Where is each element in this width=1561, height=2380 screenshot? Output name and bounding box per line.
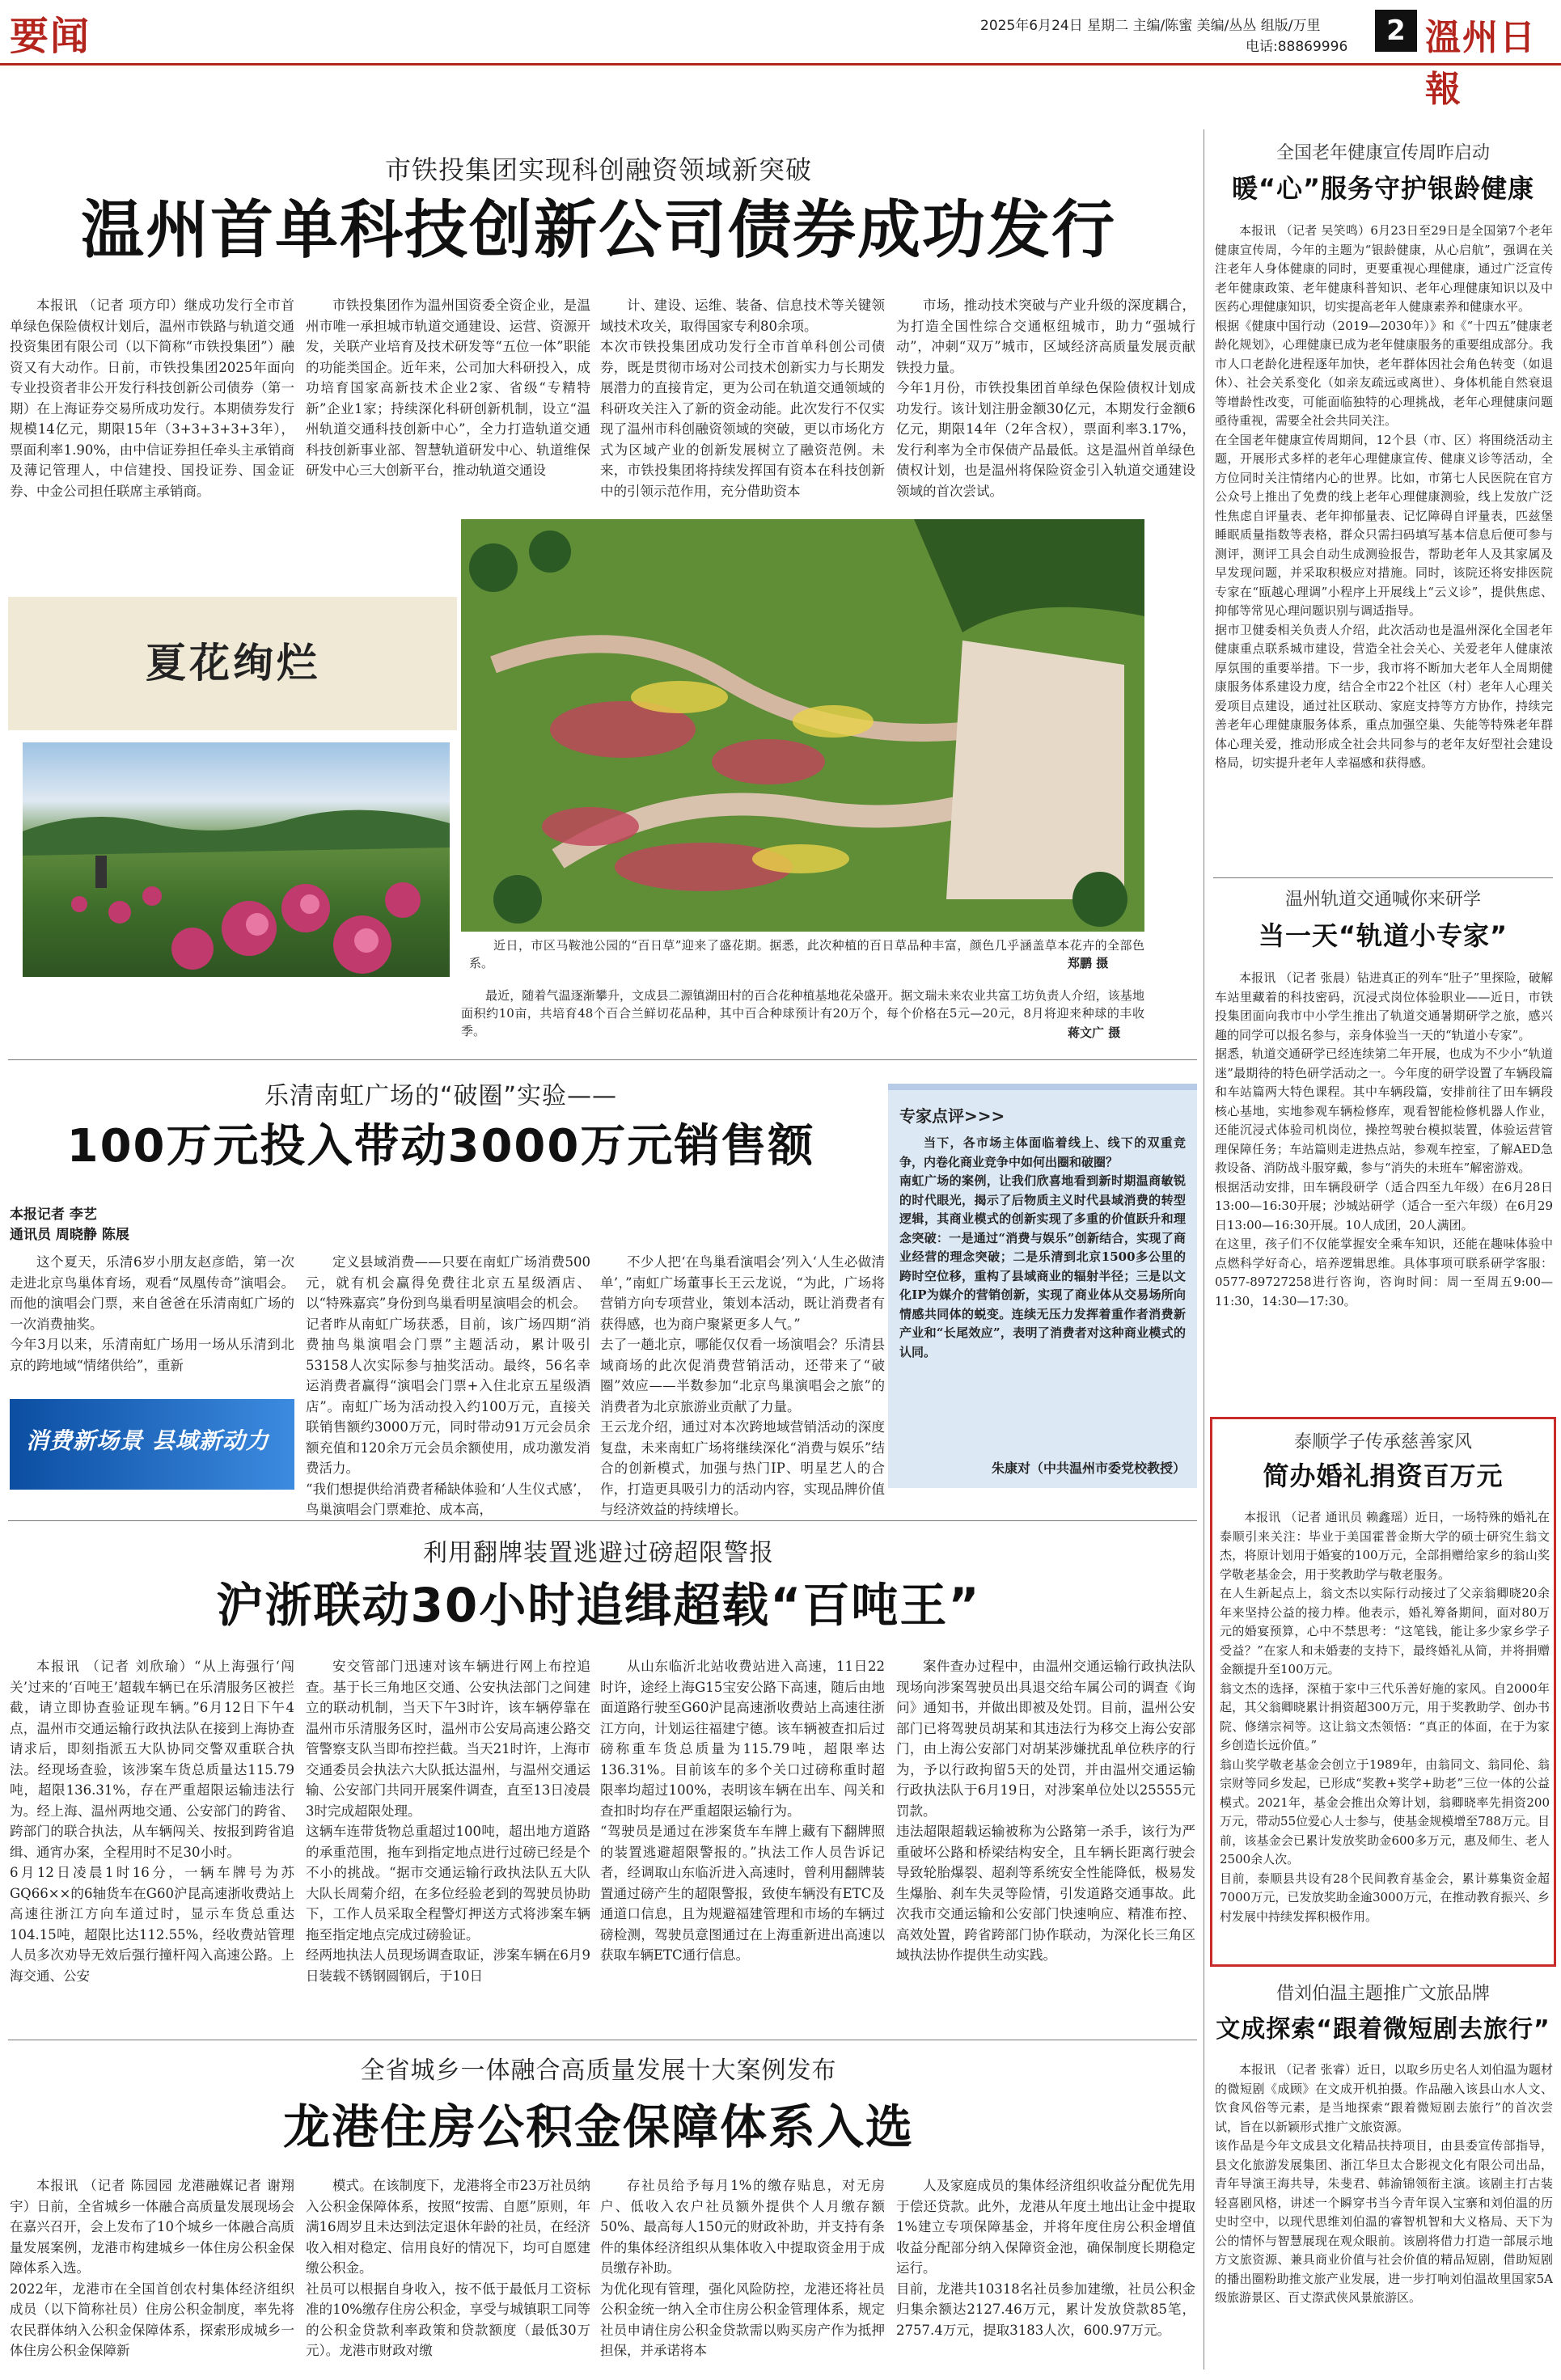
s3-body: 本报讯 （记者 通讯员 赖鑫瑶）近日，一场特殊的婚礼在泰顺引来关注：毕业于美国霍普金斯大学的硕士研究生翁文杰，将原计划用于婚宴的100万元，全部捐赠给家乡的翁山奖学敬老基金会，用于奖教助学与敬老服务。 在人生新起点上，翁文杰以实际行动接过了父亲翁卿晓20余年来坚持公益的接力棒。他表示，婚礼筹备期间，面对80万元的婚宴预算，心中不禁思考：“这笔钱，能让多少家乡学子受益？”在家人和未婚妻的支持下，最终婚礼从简，并将捐赠金额提升至100万元。 翁文杰的选择，深植于家中三代乐善好施的家风。自2000年起，其父翁卿晓累计捐资超300万元，用于奖教助学、创办书院、修缮宗祠等。这让翁文杰领悟：“真正的体面，在于为家乡创造长远价值。” 翁山奖学敬老基金会创立于1989年，由翁同文、翁同伦、翁宗财等同乡发起，已形成“奖教+奖学+助老”三位一体的公益模式。2021年，基金会推出众筹计划，翁卿晓率先捐资200万元，带动55位爱心人士参与，使基金规模增至788万元。目前，该基金会已累计发放奖助金600多万元，惠及师生、老人2500余人次。 目前，泰顺县共设有28个民间教育基金会，累计募集资金超7000万元，已发放奖助金逾3000万元，在推动教育振兴、乡村发展中持续发挥积极作用。 (1220, 1510, 1550, 1924)
longgang-col-4: 人及家庭成员的集体经济组织收益分配优先用于偿还贷款。此外，龙港从年度土地出让金中提取1%建立专项保障基金，并将年度住房公积金增值收益分配部分纳入保障资金池，确保制度长期稳定运行。 目前，龙港共10318名社员参加建缴，社员公积金归集余额达2127.46万元，累计发放贷款85笔，2757.4万元，提取3183人次，600.97万元。 (896, 2178, 1195, 2338)
lead-col-3: 计、建设、运维、装备、信息技术等关键领域技术攻关，取得国家专利80余项。 本次市铁投集团成功发行全市首单科创公司债券，既是贯彻市场对公司技术创新实力与长期发展潜力的直接肯定，更为公司在轨道交通领域的科研攻关注入了新的资金动能。此次发行不仅实现了温州市科创融资领域的突破，更以市场化方式为区域产业的创新发展树立了融资范例。未来，市铁投集团将持续发挥国有资本在科技创新中的引领示范作用，充分借助资本 (600, 298, 885, 499)
yueqing-byline: 本报记者 李艺 通讯员 周晓静 陈展 (10, 1207, 129, 1243)
yueqing-headline: 100万元投入带动3000万元销售额 (66, 1120, 815, 1173)
s1-rule (1213, 877, 1553, 878)
overload-kicker: 利用翻牌装置逃避过磅超限警报 (423, 1539, 774, 1567)
s1-kicker: 全国老年健康宣传周昨启动 (1275, 143, 1490, 163)
rule-after-photos (8, 1059, 1197, 1060)
header-rule (0, 63, 1561, 66)
overload-col-4: 案件查办过程中，由温州交通运输行政执法队现场向涉案驾驶员出具退交给车属公司的调查《询问》通知书，并做出即被及处罚。目前，温州公安部门已将驾驶员胡某和其违法行为移交上海公安部门，由上海公安部门对胡某涉嫌扰乱单位秩序的行为，予以行政拘留5天的处罚，并由温州交通运输行政执法队于6月19日，对涉案单位处以25555元罚款。 违法超限超载运输被称为公路第一杀手，该行为严重破坏公路和桥梁结构安全，且车辆长距离行驶会导致轮胎爆裂、超刹等系统安全性能降低，极易发生爆胎、刹车失灵等险情，引发道路交通事故。此次我市交通运输和公安部门快速响应、精准布控、高效处置，跨省跨部门协作联动，为深化长三角区域执法协作提供生动实践。 (896, 1659, 1195, 1963)
s3-kicker: 泰顺学子传承慈善家风 (1293, 1432, 1472, 1452)
consumption-logo (10, 1399, 294, 1490)
photo-feature-label: 夏花绚烂 (146, 640, 320, 687)
date-line: 2025年6月24日 星期二 主编/陈蜜 美编/丛丛 组版/万里 (980, 18, 1321, 34)
lead-col-1: 本报讯 （记者 项方印）继成功发行全市首单绿色保险债权计划后，温州市铁路与轨道交通投资集团有限公司（以下简称“市铁投集团”）融资又有大动作。日前，市铁投集团2025年面向专业投资者非公开发行科技创新公司债券（第一期）在上海证券交易所成功发行。本期债券发行规模14亿元，期限15年（3+3+3+3+3年），票面利率1.90%，由中信证券担任牵头主承销商及薄记管理人，中信建投、国投证券、国金证券、中金公司担任联席主承销商。 (10, 298, 294, 499)
longgang-col-3: 存社员给予每月1%的缴存贴息，对无房户、低收入农户社员额外提供个人月缴存额50%、最高每人150元的财政补助，并支持有条件的集体经济组织从集体收入中提取资金用于成员缴存补助。 为优化现有管理，强化风险防控，龙港还将社员公积金统一纳入全市住房公积金管理体系，规定社员申请住房公积金贷款需以购买房产作为抵押担保，并承诺将本 (600, 2178, 885, 2358)
expert-box (888, 1084, 1197, 1488)
yueqing-kicker: 乐清南虹广场的“破圈”实验—— (264, 1082, 618, 1110)
yueqing-col-1: 这个夏天，乐清6岁小朋友赵彦皓，第一次走进北京鸟巢体育场，观看“凤凰传奇”演唱会。而他的演唱会门票，来自爸爸在乐清南虹广场的一次消费抽奖。 今年3月以来，乐清南虹广场用一场从乐清到北京的跨地域“情绪供给”，重新 (10, 1254, 294, 1373)
s1-body: 本报讯 （记者 吴笑鸣）6月23日至29日是全国第7个老年健康宣传周，今年的主题为“银龄健康，从心启航”，强调在关注老年人身体健康的同时，更要重视心理健康，通过广泛宣传老年健康政策、老年健康科普知识、老年心理健康知识以及中医药心理健康知识，切实提高老年人健康素养和健康水平。 根据《健康中国行动（2019—2030年）》和《“十四五”健康老龄化规划》，心理健康已成为老年健康服务的重要组成部分。我市人口老龄化进程逐年加快，老年群体因社会角色转变（如退休）、社会关系变化（如亲友疏远或离世）、身体机能自然衰退等增龄性改变，可能面临独特的心理挑战，老年心理健康问题亟待重视，需要全社会共同关注。 在全国老年健康宣传周期间，12个县（市、区）将围绕活动主题，开展形式多样的老年心理健康宣传、健康义诊等活动，全方位同时关注情绪内心的世界。比如，市第七人民医院在官方公众号上推出了免费的线上老年心理健康测验，线上发放广泛性焦虑自评量表、老年抑郁量表、记忆障碍自评量表，匹兹堡睡眠质量指数等表格，群众只需扫码填写基本信息后便可参与测评，测评工具会自动生成测验报告，帮助老年人及其家属及早发现问题，并采取积极应对措施。同时，该院还将安排医院专家在“瓯越心理调”小程序上开展线上“云义诊”，提供焦虑、抑郁等常见心理问题识别与调适指导。 据市卫健委相关负责人介绍，此次活动也是温州深化全国老年健康重点联系城市建设，营造全社会关心、关爱老年人健康浓厚氛围的重要举措。下一步，我市将不断加大老年人全周期健康服务体系建设力度，结合全市22个社区（村）老年人心理关爱项目点建设，通过社区联动、家庭支持等方方协作，持续完善老年心理健康服务体系，重点加强空巢、失能等特殊老年群体心理关爱，推动形成全社会共同参与的老年友好型社会建设格局，切实提升老年人幸福感和获得感。 (1215, 223, 1553, 770)
s4-body: 本报讯 （记者 张睿）近日，以取乡历史名人刘伯温为题材的微短剧《成顾》在文成开机拍摄。作品融入该县山水人文、饮食风俗等元素，是当地探索“跟着微短剧去旅行”的首次尝试，旨在以新颖形式推广文旅资源。 该作品是今年文成县文化精品扶持项目，由县委宣传部指导，县文化旅游发展集团、浙江华旦太合影视文化有限公司出品，青年导演王海共导，朱斐君、韩渝锦领衔主演。该剧主打古装轻喜剧风格，讲述一个瞬穿书当今青年误入宝寨和刘伯温的历史时空中，以现代思维刘伯温的睿智机智和大义格局、天下为公的情怀与智慧展现在观众眼前。该剧将借力打造一部展示地方文旅资源、兼具商业价值与社会价值的精品短剧，借助短剧的播出圈粉助推文旅产业发展，进一步打响刘伯温故里国家5A级旅游景区、百丈漈武侠风景旅游区。 (1215, 2062, 1553, 2305)
garden-credit: 郑鹏 摄 (1068, 956, 1109, 970)
expert-name: 朱康对（中共温州市委党校教授） (991, 1461, 1186, 1476)
s2-headline: 当一天“轨道小专家” (1258, 920, 1508, 951)
section-title: 要闻 (10, 14, 91, 59)
longgang-kicker: 全省城乡一体融合高质量发展十大案例发布 (360, 2057, 837, 2085)
longgang-col-2: 模式。在该制度下，龙港将全市23万社员纳入公积金保障体系，按照“按需、自愿”原则，年满16周岁且未达到法定退休年龄的社员，在经济收入相对稳定、信用良好的情况下，均可自愿建缴公积金。 社员可以根据自身收入，按不低于最低月工资标准的10%缴存住房公积金，享受与城镇职工同等的公积金贷款利率政策和贷款额度（最低30万元）。龙港市财政对缴 (306, 2178, 590, 2358)
s4-headline: 文成探索“跟着微短剧去旅行” (1216, 2015, 1550, 2044)
yueqing-col-2: 定义县域消费——只要在南虹广场消费500元，就有机会赢得免费往北京五星级酒店、以“特殊嘉宾”身份到鸟巢看明星演唱会的机会。 记者昨从南虹广场获悉，目前，该广场四期“消费抽鸟巢演唱会门票”主题活动，累计吸引53158人次实际参与抽奖活动。最终，56名幸运消费者赢得“演唱会门票+入住北京五星级酒店”。南虹广场为活动投入约100万元，直接关联销售额约3000万元，同时带动91万元会员余额充值和120余万元会员余额使用，成功激发消费活力。 “我们想提供给消费者稀缺体验和‘人生仪式感’，鸟巢演唱会门票难抢、成本高， (306, 1254, 590, 1517)
s2-body: 本报讯 （记者 张晨）钻进真正的列车“肚子”里探险，破解车站里藏着的科技密码，沉浸式岗位体验职业——近日，市铁投集团面向我市中小学生推出了轨道交通暑期研学之旅，感兴趣的同学可以报名参与，亲身体验当一天的“轨道小专家”。 据悉，轨道交通研学已经连续第二年开展，也成为不少小“轨道迷”最期待的特色研学活动之一。今年度的研学设置了车辆段篇和车站篇两大特色课程。其中车辆段篇，安排前往了田车辆段核心基地，实地参观车辆检修库，观看智能检修机器人作业，还能沉浸式体验司机岗位，操控驾驶台模拟装置，体验运营管理保障任务；车站篇则走进热点站，参观车控室，了解AED急救设备、消防战斗服穿戴，参与“消失的未班车”解密游戏。 根据活动安排，田车辆段研学（适合四至九年级）在6月28日13:00—16:30开展；沙城站研学（适合一至六年级）在6月29日13:00—16:30开展。10人成团，20人满团。 在这里，孩子们不仅能掌握安全乘车知识，还能在趣味体验中点燃科学好奇心，培养逻辑思维。具体事项可联系研学客服：0577-89727258进行咨询，咨询时间：周一至周五9:00—11:30，14:30—17:30。 (1215, 970, 1553, 1308)
overload-col-2: 安交管部门迅速对该车辆进行网上布控追查。基于长三角地区交通、公安执法部门之间建立的联动机制，当天下午3时许，该车辆停靠在温州市乐清服务区时，温州市公安局高速公路交管警察支队当即布控拦截。当天21时许，上海市交通委员会执法六大队抵达温州，与温州交通运输、公安部门共同开展案件调查，直至13日凌晨3时完成超限处理。 这辆车连带货物总重超过100吨，超出地方道路的承重范围，拖车到指定地点进行过磅已经是个不小的挑战。“据市交通运输行政执法队五大队大队长周菊介绍，在多位经验老到的驾驶员协助下，工作人员采取全程警灯押送方式将涉案车辆拖至指定地点完成过磅验证。 经两地执法人员现场调查取证，涉案车辆在6月9日装载不锈钢圆钢后，于10日 (306, 1659, 590, 1984)
expert-title: 专家点评>>> (899, 1106, 1005, 1126)
yueqing-col-3: 不少人把‘在鸟巢看演唱会’列入‘人生必做清单’，”南虹广场董事长王云龙说，“为此，广场将营销方向专项营业，策划本活动，既让消费者有获得感，也为商户聚紧更多人气。” 去了一趟北京，哪能仅仅看一场演唱会？乐清县域商场的此次促消费营销活动，还带来了“破圈”效应——半数参加“北京鸟巢演唱会之旅”的消费者为北京旅游业贡献了力量。 王云龙介绍，通过对本次跨地域营销活动的深度复盘，未来南虹广场将继续深化“消费与娱乐”结合的创新模式，加强与热门IP、明星艺人的合作，打造更具吸引力的活动内容，实现品牌价值与经济效益的持续增长。 (600, 1254, 885, 1517)
lead-kicker: 市铁投集团实现科创融资领域新突破 (384, 154, 812, 185)
page-number: 2 (1375, 10, 1417, 52)
lead-col-4: 市场，推动技术突破与产业升级的深度耦合，为打造全国性综合交通枢纽城市，助力“强城行动”，冲刺“双万”城市，区域经济高质量发展贡献铁投力量。 今年1月份，市铁投集团首单绿色保险债权计划成功发行。该计划注册金额30亿元，本期发行金额6亿元，期限14年（2年含权），票面利率3.17%，发行利率为全市保债产品最低。这是温州首单绿色债权计划，也是温州将保险资金引入轨道交通建设领域的首次尝试。 (896, 298, 1195, 499)
lead-headline: 温州首单科技创新公司债券成功发行 (80, 194, 1116, 267)
lead-col-2: 市铁投集团作为温州国资委全资企业，是温州市唯一承担城市轨道交通建设、运营、资源开发，关联产业培育及技术研发等“五位一体”职能的功能类国企。近年来，公司加大科研投入，成功培育国家高新技术企业2家、省级“专精特新”企业1家；持续深化科研创新机制，设立“温州轨道交通科技创新中心”，全力打造轨道交通科技创新事业部、智慧轨道研发中心、轨道维保研发中心三大创新平台，推动轨道交通设 (306, 298, 590, 478)
phone-line: 电话:88869996 (1246, 39, 1348, 55)
s2-kicker: 温州轨道交通喊你来研学 (1284, 890, 1481, 910)
longgang-col-1: 本报讯 （记者 陈园园 龙港融媒记者 谢翔宇）日前，全省城乡一体融合高质量发展现场会在嘉兴召开，会上发布了10个城乡一体融合高质量发展案例，龙港市构建城乡一体住房公积金保障体系入选。 2022年，龙港市在全国首创农村集体经济组织成员（以下简称社员）住房公积金制度，率先将农民群体纳入公积金保障体系，探索形成城乡一体住房公积金保障新 (10, 2178, 294, 2358)
overload-headline: 沪浙联动30小时追缉超载“百吨王” (216, 1578, 981, 1633)
lily-credit: 蒋文广 摄 (1068, 1025, 1121, 1040)
overload-col-3: 从山东临沂北站收费站进入高速，11日22时许，途经上海G15宝安公路下高速，随后由地面道路行驶至G60沪昆高速浙收费站上高速往浙江方向，计划运往福建宁德。该车辆被查扣后过磅称重车货总质量为115.79吨，超限率达136.31%。目前该车的多个关口过磅称重时超限率均超过100%，表明该车辆在出车、闯关和查扣时均存在严重超限运输行为。 “驾驶员是通过在涉案货车车牌上藏有下翻牌照的装置逃避超限警报的。”执法工作人员告诉记者，经调取山东临沂进入高速时，曾利用翻牌装置通过磅产生的超限警报，致使车辆没有ETC及通道口信息，且为规避福建管理和市场的车辆过磅检测，驾驶员意图通过在上海重新进出高速以获取车辆ETC通行信息。 (600, 1659, 885, 1963)
longgang-headline: 龙港住房公积金保障体系入选 (282, 2099, 914, 2154)
lily-photo (23, 742, 450, 977)
lily-caption: 最近，随着气温逐渐攀升，文成县二源镇湖田村的百合花种植基地花朵盛开。据文瑞未来农业共富工坊负责人介绍，该基地面积约10亩，共培育48个百合兰鲜切花品种，其中百合种球预计有20万个，每个价格在5元—20元，8月将迎来种球的丰收季。 (461, 988, 1144, 1038)
s3-headline: 简办婚礼捐资百万元 (1263, 1461, 1504, 1491)
garden-caption: 近日，市区马鞍池公园的“百日草”迎来了盛花期。据悉，此次种植的百日草品种丰富，颜色几乎涵盖草本花卉的全部色系。 (469, 938, 1144, 970)
rule-after-yueqing (8, 1520, 1197, 1521)
s1-headline: 暖“心”服务守护银龄健康 (1231, 173, 1535, 204)
expert-text: 当下，各市场主体面临着线上、线下的双重竞争，内卷化商业竞争中如何出圈和破圈？ 南虹广场的案例，让我们欣喜地看到新时期温商敏锐的时代眼光，揭示了后物质主义时代县域消费的转型逻辑，其商业模式的创新实现了多重的价值跃升和理念突破：一是通过“消费与娱乐”创新结合，实现了商业经营的理念突破；二是乐清到北京1500多公里的跨时空位移，重构了县域商业的辐射半径；三是以文化IP为媒介的营销创新，实现了商业体从交易场所向情感共同体的蜕变。连续无压力发挥着重作者消费新产业和“长尾效应”，表明了消费者对这种商业模式的认同。 (899, 1135, 1186, 1359)
garden-photo (461, 519, 1144, 932)
overload-col-1: 本报讯 （记者 刘欣瑜）“从上海强行‘闯关’过来的‘百吨王’超载车辆已在乐清服务区被拦截，请立即协查验证现车辆。”6月12日下午4点，温州市交通运输行政执法队在接到上海协查请求后，即刻指派五大队协同交警双重联合执法。经现场查验，该涉案车货总质量达115.79吨，超限136.31%，存在严重超限运输违法行为。经上海、温州两地交通、公安部门的跨省、跨部门的联合执法，从车辆闯关、按报到跨省追缉、通宵办案，全程用时不足30小时。 6月12日凌晨1时16分，一辆车牌号为苏GQ66××的6轴货车在G60沪昆高速浙收费站上高速往浙江方向车道过时，显示车货总重达104.15吨，超限比达112.55%，经收费站管理人员多次劝导无效后强行撞杆闯入高速公路。上海交通、公安 (10, 1659, 294, 1984)
masthead-logo: 溫州日報 (1425, 17, 1537, 110)
consumption-logo-text: 消费新场景 县域新动力 (26, 1427, 269, 1454)
s4-kicker: 借刘伯温主题推广文旅品牌 (1275, 1984, 1490, 2004)
